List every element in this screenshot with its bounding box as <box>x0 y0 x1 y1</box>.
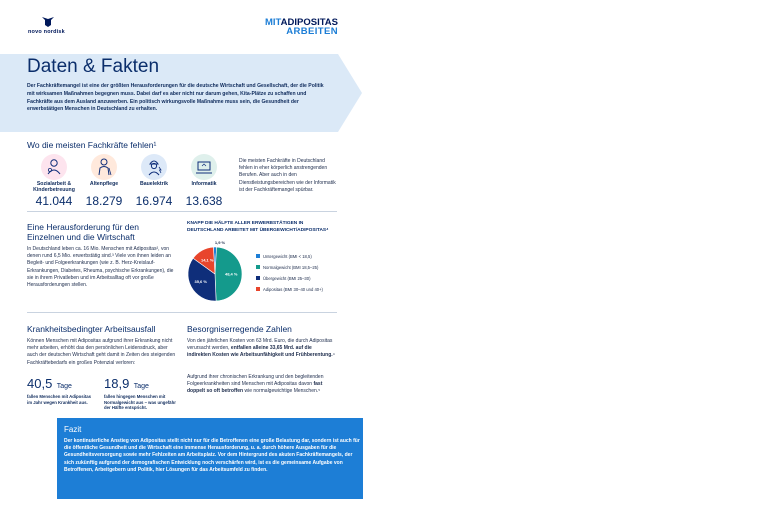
chart-legend <box>256 253 346 297</box>
challenge-title-line-1: Eine Herausforderung für den <box>27 222 139 232</box>
page-title: Daten & Fakten <box>27 56 160 77</box>
legend-item-3 <box>256 275 346 281</box>
fazit-text: Der kontinuierliche Anstieg von Adipositas stellt nicht nur für die Betroffenen eine große Belastung dar, sondern ist auch für die öffentliche Gesundheit und die Wirtschaft eine immense Herausforderung, u. a. durch höhere Ausgaben für die Gesundheitsversorgung sowie mehr Fehlzeiten am Arbeitsplatz. Vor dem Hintergrund des akuten Fachkräftemangels, der sich zukünftig aufgrund der demografischen Entwicklung noch verschärfen wird, ist es die gemeinsame Aufgabe von Betroffenen, Arbeitgebern und Politik, hier Lösungen für das Arbeitsumfeld zu finden. <box>64 438 360 473</box>
legend-label-3: Übergewicht (BMI 25–30) <box>263 275 311 281</box>
intro-text: Der Fachkräftemangel ist eine der größten Herausforderungen für die deutsche Wirtschaft und Gesellschaft, der die Politik mit wirksamen Maßnahmen begegnen muss. Dabei darf es aber nicht nur darum gehen, Kita-Plätze zu schaffen und Fachkräfte aus dem Ausland anzuwerben. Ein politisch wirkungsvolle Maßnahme muss sein, die Gesundheit der erwerbstätigen Menschen in Deutschland zu erhalten. <box>27 83 324 113</box>
shortage-label-4: Informatik <box>191 181 217 187</box>
legend-item-1 <box>256 253 346 259</box>
shortage-label-1: Sozialarbeit & Kinderbetreuung <box>33 181 75 193</box>
fazit-title: Fazit <box>64 425 82 434</box>
challenge-title <box>27 222 139 242</box>
shortage-label-2: Altenpflege <box>89 181 119 187</box>
chart-title-line-1: KNAPP DIE HÄLFTE ALLER ERWERBSTÄTIGEN IN <box>187 221 304 226</box>
logo-text: novo nordisk <box>28 29 65 35</box>
header-band-arrow <box>338 54 362 132</box>
legend-swatch-4 <box>256 287 260 291</box>
costs-text-1-bold: entfallen alleine 33,65 Mrd. auf die indirekten Kosten wie Arbeitsunfähigkeit und Frühberentung. <box>187 345 333 359</box>
shortage-value-3: 16.974 <box>135 194 173 208</box>
stat-2 <box>104 375 180 411</box>
brand-part-2: ADIPOSITAS <box>280 17 338 28</box>
stat-2-caption: fallen hingegen Menschen mit Normalgewicht aus – was ungefähr der Hälfte entspricht. <box>104 394 176 410</box>
stat-2-value: 18,9 <box>104 376 130 391</box>
stat-2-unit: Tage <box>133 383 149 390</box>
social-work-icon <box>41 154 67 180</box>
shortage-title: Wo die meisten Fachkräfte fehlen¹ <box>27 140 157 150</box>
chart-title-line-2: DEUTSCHLAND ARBEITET MIT ÜBERGEWICHT/ADIPOSITAS⁴ <box>187 227 329 233</box>
pie-label-3: 35,6 % <box>194 279 207 285</box>
legend-swatch-3 <box>256 276 260 280</box>
legend-item-2 <box>256 264 346 270</box>
costs-text-1-pre: Von den jährlichen Kosten von 63 Mrd. Euro, die durch Adipositas verursacht werden, <box>187 338 333 352</box>
brand-line-2: ARBEITEN <box>286 26 338 37</box>
pie-label-1: 1,9 % <box>214 240 226 245</box>
computer-icon <box>191 154 217 180</box>
divider-1 <box>27 211 337 212</box>
legend-swatch-2 <box>256 265 260 269</box>
shortage-label-3: Bauelektrik <box>140 181 168 187</box>
costs-text-2-pre: Aufgrund ihrer chronischen Erkrankung und den begleitenden Folgeerkrankheiten sind Menschen mit Adipositas davon <box>187 374 324 388</box>
electrician-icon <box>141 154 167 180</box>
shortage-value-2: 18.279 <box>85 194 123 208</box>
stat-1-value: 40,5 <box>27 376 53 391</box>
legend-swatch-1 <box>256 254 260 258</box>
legend-label-2: Normalgewicht (BMI 18,5–25) <box>263 264 319 270</box>
costs-text-1 <box>187 338 337 360</box>
chart-title <box>187 221 347 234</box>
shortage-value-1: 41.044 <box>35 194 73 208</box>
stat-1 <box>27 375 97 405</box>
pie-chart <box>180 236 260 306</box>
costs-text-2-bold: fast doppelt so oft betroffen <box>187 381 323 395</box>
shortage-grid <box>24 154 234 210</box>
absence-text: Können Menschen mit Adipositas aufgrund ihrer Erkrankung nicht mehr arbeiten, erhöht das den persönlichen Leidensdruck, aber auch der deutschen Wirtschaft geht damit in Zeiten des steigenden Fachkräftebedarfs ein großes Potenzial verloren: <box>27 338 176 366</box>
campaign-logo <box>256 18 338 36</box>
challenge-text: In Deutschland leben ca. 16 Mio. Menschen mit Adipositas², von denen rund 6,5 Mio. erwerbstätig sind.³ Viele von ihnen leiden an Begleit- und Folgeerkrankungen (wie z. B. Herz-Kreislauf-Erkrankungen, Diabetes, Rheuma, psychische Erkrankungen), die sie in ihrem Privatleben und im Arbeitsalltag oft vor große Herausforderungen stellen. <box>27 246 174 289</box>
pie-label-4: 14,1 % <box>200 257 214 263</box>
legend-label-4: Adipositas (BMI 30–40 und 40+) <box>263 286 323 292</box>
costs-title: Besorgniserregende Zahlen <box>187 324 292 334</box>
divider-2 <box>27 312 337 313</box>
challenge-title-line-2: Einzelnen und die Wirtschaft <box>27 232 135 242</box>
elderly-care-icon <box>91 154 117 180</box>
stat-1-caption: fallen Menschen mit Adipositas im Jahr wegen Krankheit aus. <box>27 394 92 405</box>
shortage-note: Die meisten Fachkräfte in Deutschland fehlen in eher körperlich anstrengenden Berufen. Aber auch in den Dienstleistungsbereichen wie der Informatik ist der Fachkräftemangel spürbar. <box>239 158 336 193</box>
costs-text-2-post: wie normalgewichtige Menschen.⁵ <box>243 388 321 395</box>
stat-1-unit: Tage <box>56 383 72 390</box>
costs-text-2 <box>187 374 337 396</box>
legend-label-1: Untergewicht (BMI < 18,5) <box>263 253 312 259</box>
costs-text-1-post: ⁴ <box>332 352 335 359</box>
pie-label-2: 48,4 % <box>224 271 238 277</box>
brand-part-1: MIT <box>264 17 281 28</box>
shortage-value-4: 13.638 <box>185 194 223 208</box>
absence-title: Krankheitsbedingter Arbeitsausfall <box>27 324 156 334</box>
legend-item-4 <box>256 286 346 292</box>
bull-icon <box>39 14 57 29</box>
novo-nordisk-logo <box>28 14 72 40</box>
